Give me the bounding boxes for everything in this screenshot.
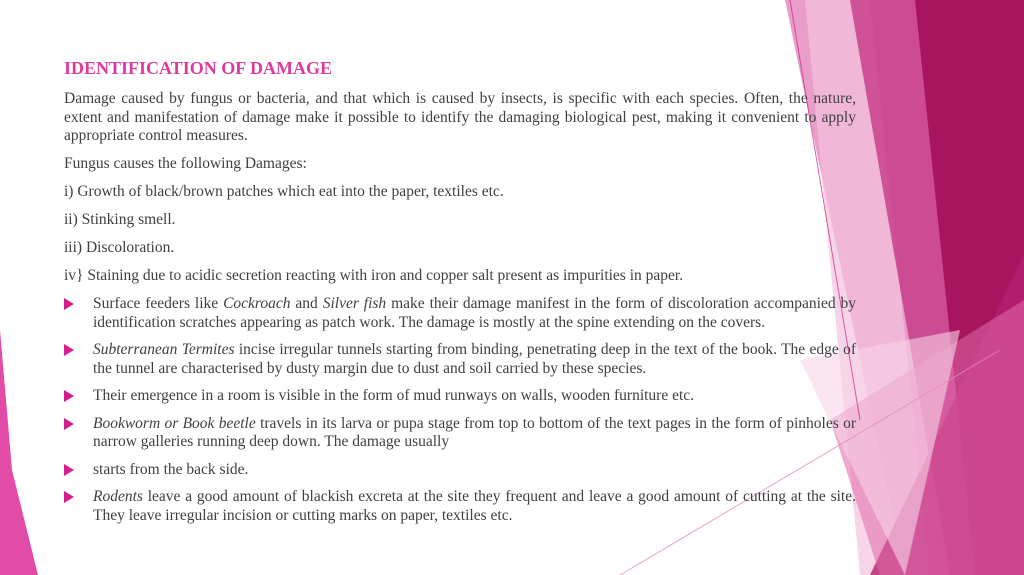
bullet-text: make their damage manifest in the form of discoloration accompanied by identification scratches appearing as patch work. The damage is mostly at the spine extending on the covers. bbox=[93, 295, 856, 331]
bullet-text: Their emergence in a room is visible in the form of mud runways on walls, wooden furniture etc. bbox=[93, 387, 695, 404]
triangle-bullet-icon bbox=[64, 418, 74, 430]
deco-left-edge-shape bbox=[0, 330, 38, 575]
bullet-item-rodents bbox=[64, 488, 856, 525]
bullet-text: starts from the back side. bbox=[93, 460, 249, 478]
fungus-item: i) Growth of black/brown patches which eat into the paper, textiles etc. bbox=[64, 183, 504, 200]
fungus-item: iv} Staining due to acidic secretion reacting with iron and copper salt present as impurities in paper. bbox=[64, 267, 684, 284]
triangle-bullet-icon bbox=[64, 491, 74, 503]
fungus-item: iii) Discoloration. bbox=[64, 239, 175, 256]
fungus-heading: Fungus causes the following Damages: bbox=[64, 155, 307, 172]
bullet-italic-term: Bookworm or Book beetle bbox=[93, 414, 256, 432]
pest-bullet-list bbox=[64, 295, 856, 525]
bullet-italic-term: Silver fish bbox=[322, 295, 387, 312]
bullet-italic-term: Cockroach bbox=[223, 295, 291, 312]
bullet-text: and bbox=[290, 295, 323, 312]
slide-content bbox=[64, 56, 856, 534]
bullet-text: Surface feeders like bbox=[93, 295, 224, 312]
bullet-italic-term: Subterranean Termites bbox=[93, 341, 235, 358]
bullet-item-emergence bbox=[64, 387, 856, 406]
bullet-item-bookworm bbox=[64, 415, 856, 452]
bullet-italic-term: Rodents bbox=[93, 488, 143, 505]
bullet-item-termites bbox=[64, 341, 856, 378]
triangle-bullet-icon bbox=[64, 298, 74, 310]
triangle-bullet-icon bbox=[64, 464, 74, 476]
fungus-item: ii) Stinking smell. bbox=[64, 211, 176, 228]
intro-paragraph: Damage caused by fungus or bacteria, and that which is caused by insects, is specific with each species. Often, the nature, extent and manifestation of damage make it possible to identify the damaging biological pest, making it convenient to apply appropriate control measures. bbox=[64, 90, 856, 144]
triangle-bullet-icon bbox=[64, 344, 74, 356]
bullet-text: leave a good amount of blackish excreta at the site they frequent and leave a good amount of cutting at the site. They leave irregular incision or cutting marks on paper, textiles etc. bbox=[93, 488, 856, 524]
bullet-item-surface-feeders bbox=[64, 295, 856, 332]
slide-title: IDENTIFICATION OF DAMAGE bbox=[64, 58, 333, 78]
bullet-text: travels in its larva or pupa stage from top to bottom of the text pages in the form of pinholes or narrow galleries running deep down. The damage usually bbox=[93, 414, 856, 450]
bullet-text: incise irregular tunnels starting from binding, penetrating deep in the text of the book. The edge of the tunnel are characterised by dusty margin due to dust and soil carried by these species. bbox=[93, 341, 856, 377]
bullet-item-back-side bbox=[64, 461, 856, 480]
triangle-bullet-icon bbox=[64, 390, 74, 402]
